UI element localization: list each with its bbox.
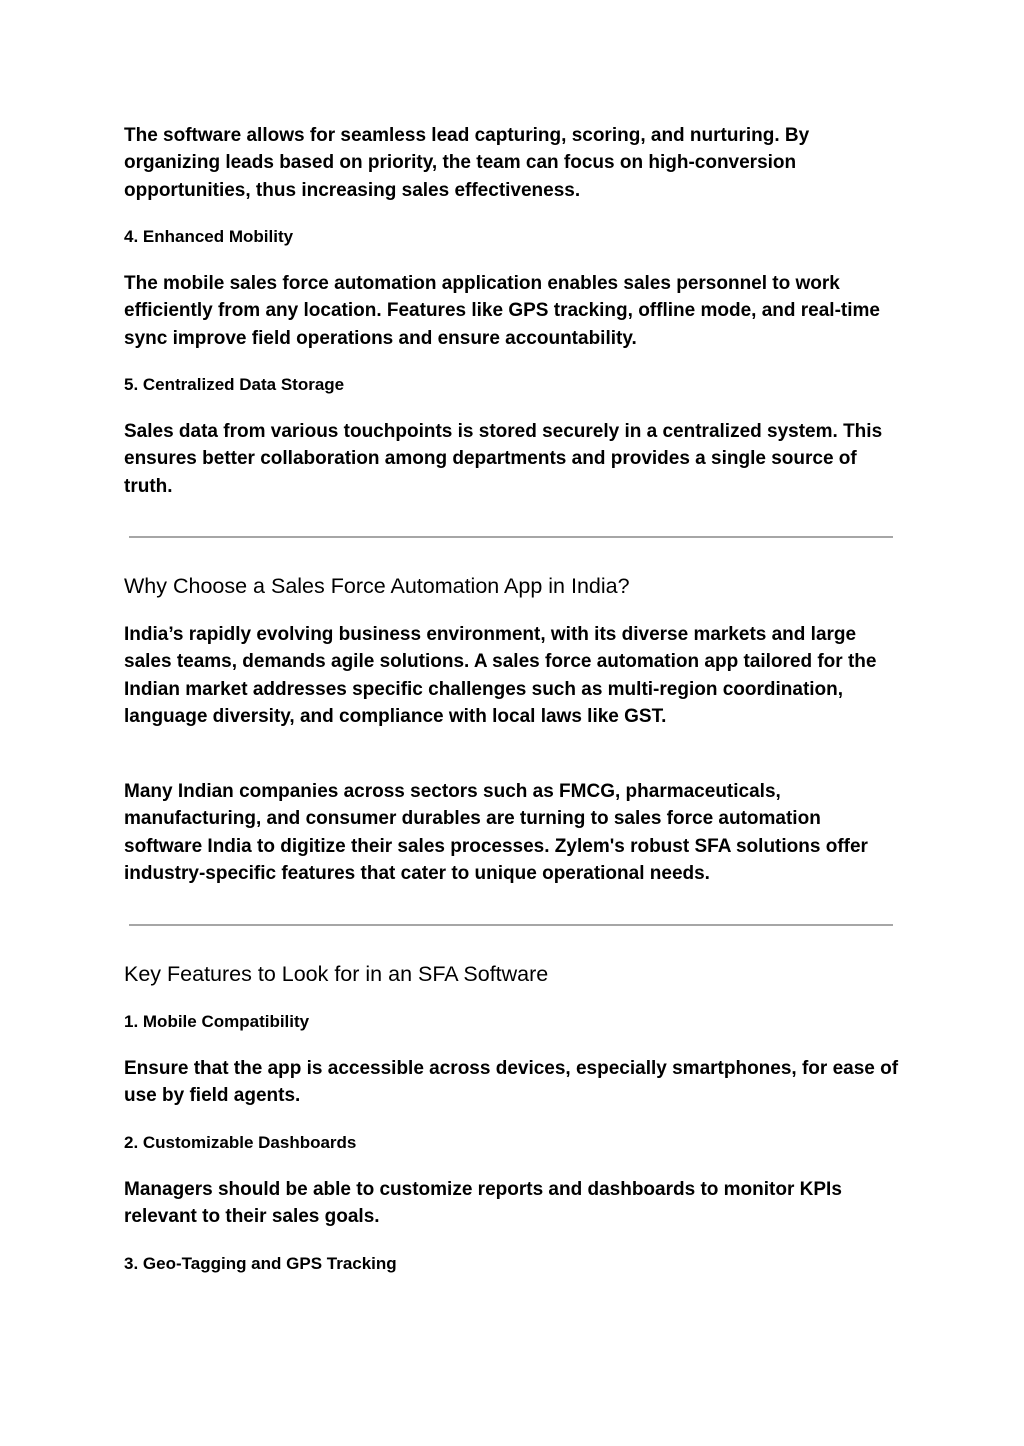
- section-title-india: Why Choose a Sales Force Automation App in India?: [124, 574, 630, 598]
- section-divider: [129, 924, 893, 926]
- benefit-5-heading: 5. Centralized Data Storage: [124, 375, 345, 394]
- benefit-4-heading: 4. Enhanced Mobility: [124, 227, 294, 246]
- section-title-features: Key Features to Look for in an SFA Software: [124, 962, 549, 986]
- intro-paragraph: The software allows for seamless lead capturing, scoring, and nurturing. By organizing leads based on priority, the team can focus on high-conversion opportunities, thus increasing sales effectiveness.: [124, 125, 810, 201]
- feature-1-heading: 1. Mobile Compatibility: [124, 1012, 310, 1031]
- feature-2-heading: 2. Customizable Dashboards: [124, 1133, 357, 1152]
- india-paragraph-1: India’s rapidly evolving business environment, with its diverse markets and large sales teams, demands agile solutions. A sales force automation app tailored for the Indian market addresses specific challenges such as multi-region coordination, language diversity, and compliance with local laws like GST.: [124, 624, 877, 727]
- benefit-4-text: The mobile sales force automation application enables sales personnel to work efficiently from any location. Features like GPS tracking, offline mode, and real-time sync improve field operations and ensure accountability.: [124, 273, 880, 349]
- feature-1-text: Ensure that the app is accessible across devices, especially smartphones, for ease of use by field agents.: [124, 1058, 899, 1107]
- benefit-5-text: Sales data from various touchpoints is stored securely in a centralized system. This ensures better collaboration among departments and provides a single source of truth.: [124, 421, 883, 497]
- india-paragraph-2: Many Indian companies across sectors such as FMCG, pharmaceuticals, manufacturing, and consumer durables are turning to sales force automation software India to digitize their sales processes. Zylem's robust SFA solutions offer industry-specific features that cater to unique operational needs.: [124, 781, 868, 884]
- section-divider: [129, 536, 893, 538]
- feature-2-text: Managers should be able to customize reports and dashboards to monitor KPIs relevant to their sales goals.: [124, 1179, 842, 1228]
- feature-3-heading: 3. Geo-Tagging and GPS Tracking: [124, 1254, 397, 1273]
